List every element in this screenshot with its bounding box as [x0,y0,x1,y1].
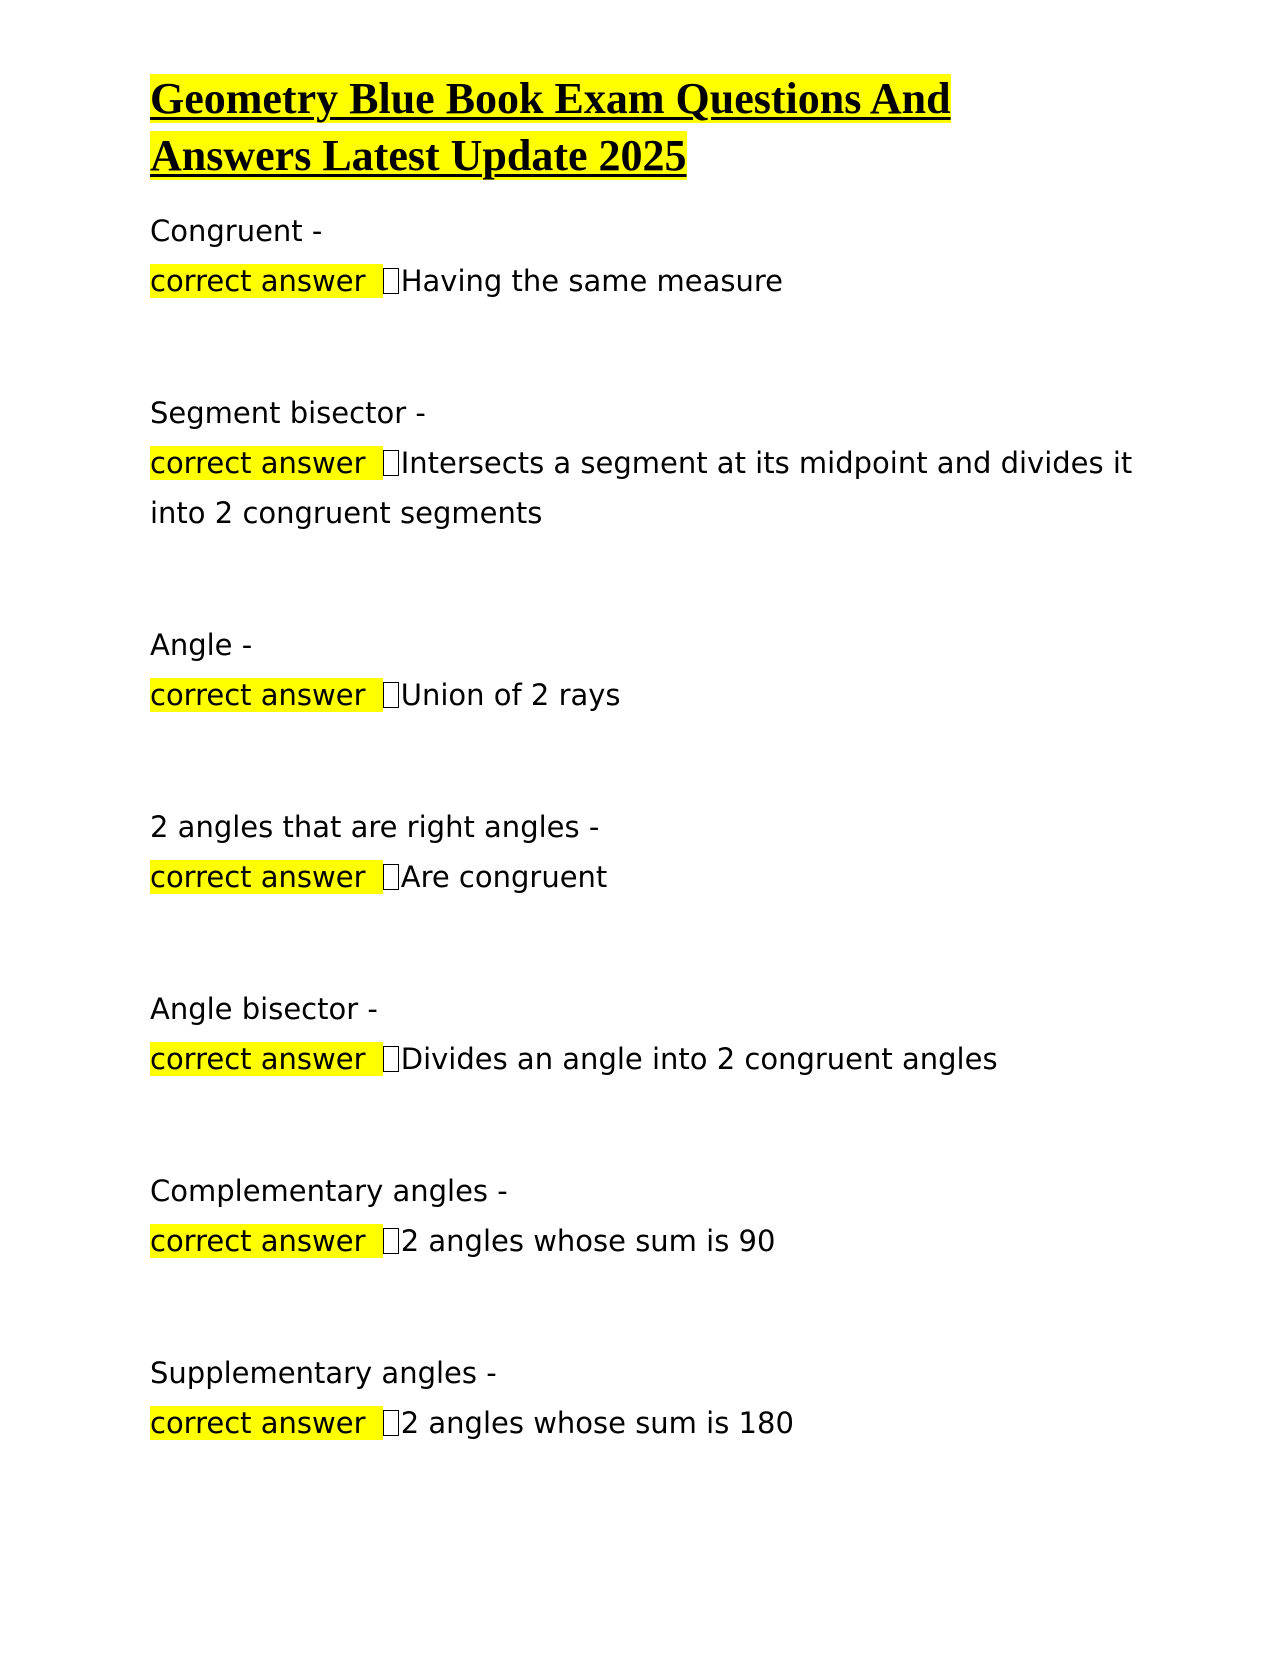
answer-label: correct answer [150,860,383,894]
missing-glyph-icon [383,864,399,890]
qa-item-congruent [150,206,1150,306]
question-text: Supplementary angles - [150,1356,497,1390]
missing-glyph-icon [383,1228,399,1254]
qa-list [150,206,1150,1448]
qa-item-angle [150,620,1150,720]
qa-item-right-angles [150,802,1150,902]
missing-glyph-icon [383,268,399,294]
answer-text: Are congruent [400,860,608,894]
answer-text: Union of 2 rays [400,678,621,712]
answer-text: 2 angles whose sum is 90 [400,1224,776,1258]
missing-glyph-icon [383,450,399,476]
title-line-2: Answers Latest Update 2025 [150,131,687,180]
answer-text: Divides an angle into 2 congruent angles [400,1042,998,1076]
missing-glyph-icon [383,1410,399,1436]
question-text: Congruent - [150,214,323,248]
document-title [150,70,1150,184]
answer-text: Having the same measure [400,264,784,298]
question-text: Angle - [150,628,253,662]
answer-label: correct answer [150,1042,383,1076]
document-page [150,70,1150,1448]
answer-text: Intersects a segment at its midpoint and divides it into 2 congruent segments [150,446,1133,530]
answer-text: 2 angles whose sum is 180 [400,1406,794,1440]
qa-item-supplementary-angles [150,1348,1150,1448]
question-text: Complementary angles - [150,1174,508,1208]
missing-glyph-icon [383,682,399,708]
qa-item-angle-bisector [150,984,1150,1084]
answer-label: correct answer [150,446,383,480]
qa-item-complementary-angles [150,1166,1150,1266]
answer-label: correct answer [150,1224,383,1258]
title-line-1: Geometry Blue Book Exam Questions And [150,74,951,123]
qa-item-segment-bisector [150,388,1150,538]
answer-label: correct answer [150,678,383,712]
question-text: Segment bisector - [150,396,426,430]
missing-glyph-icon [383,1046,399,1072]
question-text: 2 angles that are right angles - [150,810,600,844]
question-text: Angle bisector - [150,992,378,1026]
answer-label: correct answer [150,264,383,298]
answer-label: correct answer [150,1406,383,1440]
